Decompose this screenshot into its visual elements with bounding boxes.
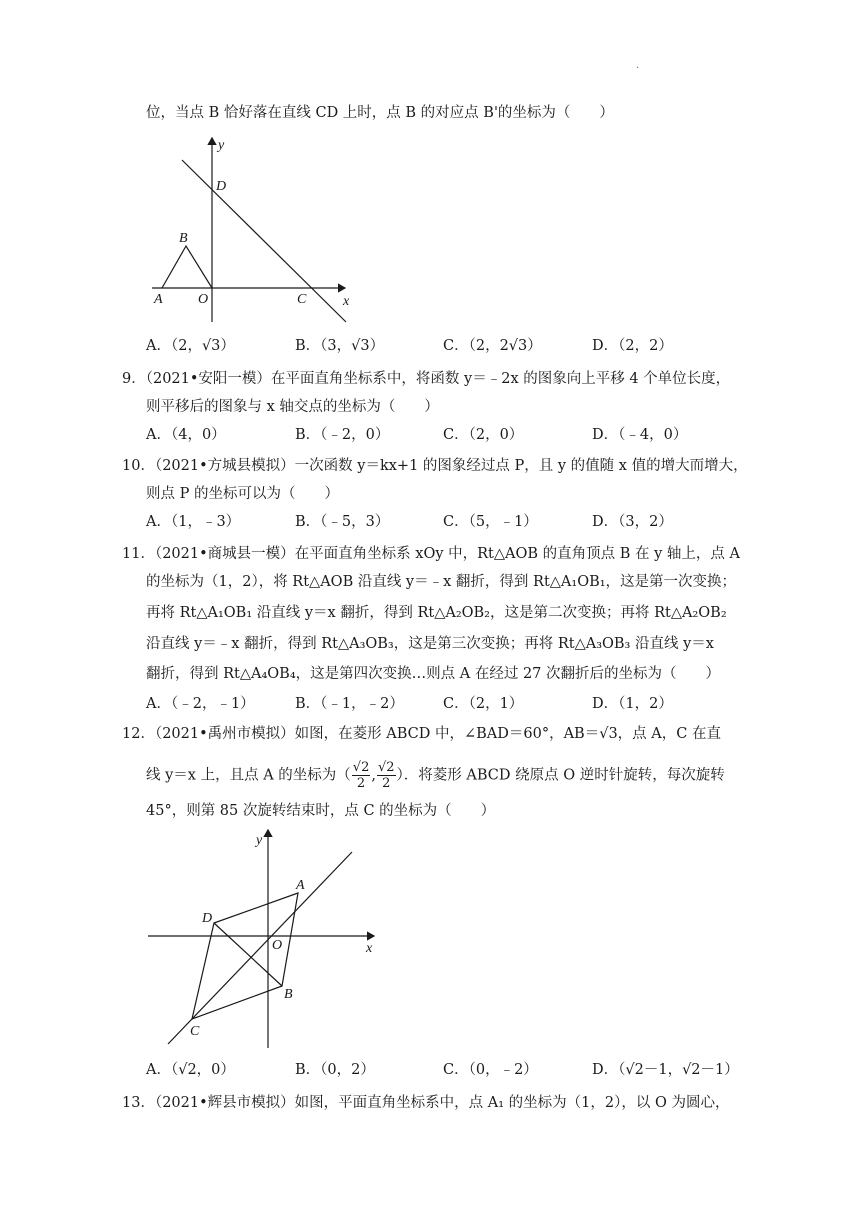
- q12-label-b: B: [284, 987, 293, 1002]
- q8-label-d: D: [216, 179, 227, 194]
- q12-fraction-y: [377, 760, 396, 791]
- q8-line1: 位，当点 B 恰好落在直线 CD 上时，点 B 的对应点 B'的坐标为（ ）: [146, 105, 614, 121]
- q11-option-a: A．（﹣2，﹣1）: [146, 696, 255, 712]
- q9-line1: 9．（2021•安阳一模）在平面直角坐标系中，将函数 y＝﹣2x 的图象向上平移 4 个单位长度，: [122, 371, 731, 387]
- q10-option-a: A．（1，﹣3）: [146, 514, 241, 530]
- q12-line3: 45°，则第 85 次旋转结束时，点 C 的坐标为（ ）: [146, 803, 496, 819]
- q9-option-a: A．（4，0）: [146, 427, 226, 443]
- q12-diagonal-db: [214, 923, 282, 986]
- q12-label-y: y: [256, 833, 263, 848]
- q11-option-d: D．（1，2）: [592, 696, 673, 712]
- q12-option-d: D．（√2－1，√2－1）: [592, 1062, 739, 1078]
- q8-option-a: A．（2，√3）: [146, 338, 235, 354]
- q12-option-a: A．（√2，0）: [146, 1062, 235, 1078]
- q12-line-yx: [168, 852, 352, 1044]
- q11-option-c: C．（2，1）: [443, 696, 524, 712]
- q10-option-b: B．（﹣5，3）: [295, 514, 390, 530]
- q8-label-y: y: [218, 138, 225, 153]
- q8-label-b: B: [179, 231, 188, 246]
- q12-line2: 线 y＝x 上，且点 A 的坐标为（ $\frac{√2}{2}$ , $\frac{√2}{2}$ ）．将菱形 ABCD 绕原点 O 逆时针旋转，每次旋转: [146, 760, 725, 791]
- q12-figure: [146, 826, 386, 1051]
- q10-line1: 10．（2021•方城县模拟）一次函数 y＝kx+1 的图象经过点 P，且 y 的值随 x 值的增大而增大，: [122, 458, 748, 474]
- q12-label-d: D: [202, 911, 213, 926]
- q12-label-c: C: [190, 1024, 200, 1039]
- q12-fraction-y-den: 2: [382, 776, 391, 791]
- q12-fraction-x-den: 2: [356, 776, 366, 791]
- q11-line5: 翻折，得到 Rt△A₄OB₄，这是第四次变换…则点 A 在经过 27 次翻折后的坐标为（ ）: [146, 666, 721, 682]
- q12-label-a: A: [296, 878, 305, 893]
- q8-label-o: O: [198, 292, 209, 307]
- q8-option-d: D．（2，2）: [592, 338, 673, 354]
- header-dot: .: [636, 60, 640, 71]
- q12-fraction-y-num: √2: [377, 760, 395, 775]
- q11-line3: 再将 Rt△A₁OB₁ 沿直线 y＝x 翻折，得到 Rt△A₂OB₂，这是第二次变换；再将 Rt△A₂OB₂: [146, 605, 727, 621]
- q9-option-b: B．（﹣2，0）: [295, 427, 390, 443]
- q11-line1: 11．（2021•商城县一模）在平面直角坐标系 xOy 中，Rt△AOB 的直角顶点 B 在 y 轴上，点 A: [122, 546, 741, 562]
- q10-line2: 则点 P 的坐标可以为（ ）: [146, 486, 339, 502]
- q8-option-b: B．（3，√3）: [295, 338, 385, 354]
- q8-option-c: C．（2，2√3）: [443, 338, 542, 354]
- q12-line2-pre: 线 y＝x 上，且点 A 的坐标为（: [146, 767, 351, 784]
- q8-figure: [150, 132, 370, 327]
- q12-line2-post: ）．将菱形 ABCD 绕原点 O 逆时针旋转，每次旋转: [396, 767, 725, 784]
- q12-label-o: O: [272, 938, 283, 953]
- q13-line1: 13．（2021•辉县市模拟）如图，平面直角坐标系中，点 A₁ 的坐标为（1，2），以 O 为圆心，: [122, 1095, 730, 1111]
- q11-option-b: B．（﹣1，﹣2）: [295, 696, 404, 712]
- q12-fraction-x-num: √2: [352, 760, 370, 775]
- q8-label-a: A: [154, 292, 163, 307]
- q11-line4: 沿直线 y＝﹣x 翻折，得到 Rt△A₃OB₃，这是第三次变换；再将 Rt△A₃OB₃ 沿直线 y＝x: [146, 636, 714, 652]
- q10-option-d: D．（3，2）: [592, 514, 673, 530]
- q8-label-x: x: [343, 294, 350, 309]
- q9-option-d: D．（﹣4，0）: [592, 427, 688, 443]
- q10-option-c: C．（5，﹣1）: [443, 514, 538, 530]
- q12-option-c: C．（0，﹣2）: [443, 1062, 538, 1078]
- q12-option-b: B．（0，2）: [295, 1062, 375, 1078]
- q9-option-c: C．（2，0）: [443, 427, 524, 443]
- q9-line2: 则平移后的图象与 x 轴交点的坐标为（ ）: [146, 399, 439, 415]
- q12-label-x: x: [366, 941, 373, 956]
- q12-line1: 12．（2021•禹州市模拟）如图，在菱形 ABCD 中，∠BAD＝60°，AB＝√3，点 A，C 在直: [122, 726, 721, 742]
- q8-triangle: [162, 246, 212, 288]
- q8-label-c: C: [297, 292, 307, 307]
- q12-fraction-x: [352, 760, 371, 791]
- q11-line2: 的坐标为（1，2），将 Rt△AOB 沿直线 y＝﹣x 翻折，得到 Rt△A₁OB₁，这是第一次变换；: [146, 574, 737, 590]
